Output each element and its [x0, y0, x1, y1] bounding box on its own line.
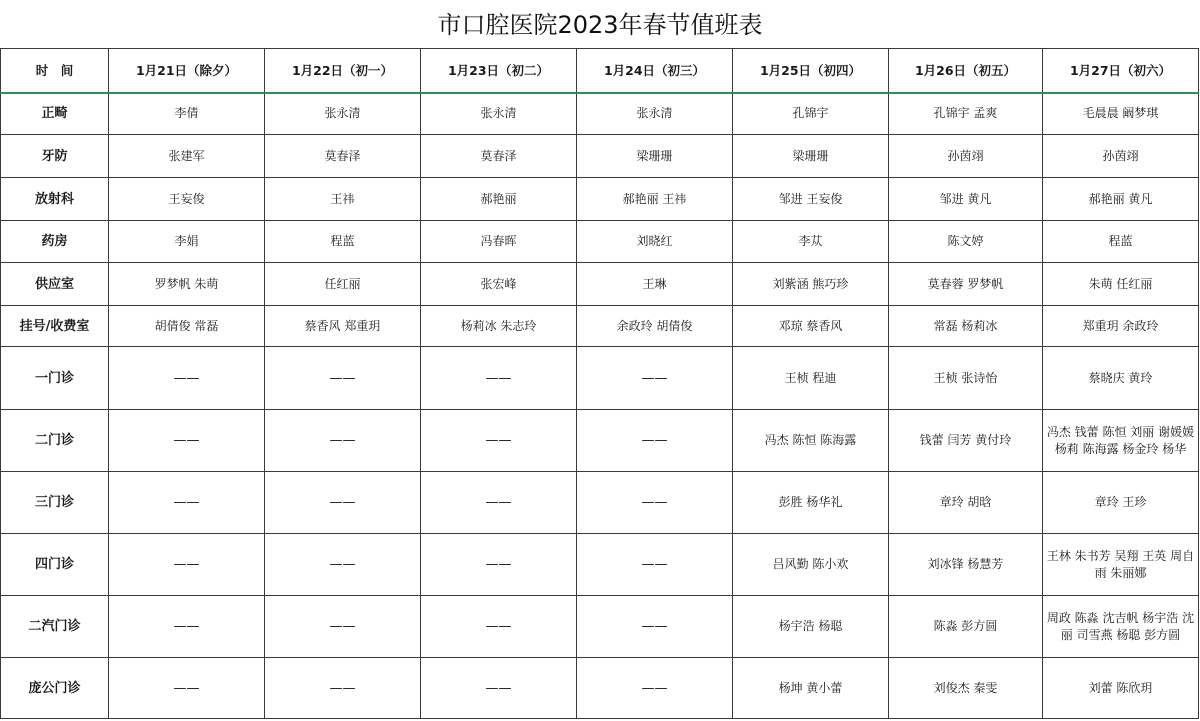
- date-column-header: 1月27日（初六）: [1043, 49, 1199, 93]
- department-label: 庞公门诊: [1, 658, 109, 719]
- duty-cell: 张建军: [109, 135, 265, 178]
- duty-cell: 梁珊珊: [733, 135, 889, 178]
- table-row: [1, 410, 1199, 472]
- duty-cell: 郑重玥 余政玲: [1043, 306, 1199, 347]
- duty-cell: 程蓝: [265, 221, 421, 263]
- duty-cell: 陈淼 彭方圆: [889, 596, 1043, 658]
- duty-cell: 王祎: [265, 178, 421, 221]
- duty-cell: 朱萌 任红丽: [1043, 263, 1199, 306]
- duty-cell: 李娟: [109, 221, 265, 263]
- duty-cell: ——: [577, 534, 733, 596]
- table-row: [1, 534, 1199, 596]
- department-label: 药房: [1, 221, 109, 263]
- duty-cell: ——: [109, 658, 265, 719]
- duty-cell: ——: [265, 534, 421, 596]
- duty-cell: ——: [421, 534, 577, 596]
- table-row: [1, 221, 1199, 263]
- duty-cell: ——: [265, 410, 421, 472]
- duty-cell: 杨坤 黄小蕾: [733, 658, 889, 719]
- duty-cell: ——: [109, 534, 265, 596]
- duty-cell: 冯杰 陈恒 陈海露: [733, 410, 889, 472]
- duty-cell: ——: [577, 596, 733, 658]
- table-row: [1, 658, 1199, 719]
- duty-cell: 冯杰 钱蕾 陈恒 刘丽 谢媛媛 杨莉 陈海露 杨金玲 杨华: [1043, 410, 1199, 472]
- duty-cell: 张永清: [265, 93, 421, 135]
- duty-cell: 杨宇浩 杨聪: [733, 596, 889, 658]
- duty-cell: ——: [421, 596, 577, 658]
- page-title: 市口腔医院2023年春节值班表: [437, 11, 763, 39]
- duty-cell: ——: [421, 410, 577, 472]
- duty-cell: 刘俊杰 秦雯: [889, 658, 1043, 719]
- duty-cell: ——: [577, 347, 733, 410]
- duty-cell: ——: [577, 410, 733, 472]
- duty-cell: 毛晨晨 阚梦琪: [1043, 93, 1199, 135]
- date-column-header: 1月26日（初五）: [889, 49, 1043, 93]
- duty-cell: 彭胜 杨华礼: [733, 472, 889, 534]
- duty-cell: 冯春晖: [421, 221, 577, 263]
- duty-cell: ——: [265, 347, 421, 410]
- duty-cell: 张永清: [421, 93, 577, 135]
- date-column-header: 1月25日（初四）: [733, 49, 889, 93]
- duty-cell: ——: [421, 347, 577, 410]
- duty-cell: 章玲 胡晗: [889, 472, 1043, 534]
- table-row: [1, 93, 1199, 135]
- duty-cell: 张宏峰: [421, 263, 577, 306]
- header-row: [1, 49, 1199, 93]
- duty-cell: 郝艳丽: [421, 178, 577, 221]
- table-row: [1, 596, 1199, 658]
- duty-cell: ——: [265, 596, 421, 658]
- duty-roster-table: [0, 48, 1199, 719]
- date-column-header: 1月21日（除夕）: [109, 49, 265, 93]
- duty-cell: ——: [421, 472, 577, 534]
- department-label: 挂号/收费室: [1, 306, 109, 347]
- duty-cell: 梁珊珊: [577, 135, 733, 178]
- duty-cell: 邹进 黄凡: [889, 178, 1043, 221]
- duty-cell: 刘紫涵 熊巧珍: [733, 263, 889, 306]
- duty-cell: 刘蕾 陈欣玥: [1043, 658, 1199, 719]
- department-label: 正畸: [1, 93, 109, 135]
- duty-cell: ——: [265, 658, 421, 719]
- duty-cell: ——: [109, 410, 265, 472]
- duty-cell: 王桢 张诗怡: [889, 347, 1043, 410]
- duty-cell: 王林 朱书芳 吴翔 王英 周自雨 朱丽娜: [1043, 534, 1199, 596]
- department-label: 四门诊: [1, 534, 109, 596]
- time-column-header: 时 间: [1, 49, 109, 93]
- table-row: [1, 306, 1199, 347]
- date-column-header: 1月22日（初一）: [265, 49, 421, 93]
- duty-cell: 王琳: [577, 263, 733, 306]
- duty-cell: 钱蕾 闫芳 黄付玲: [889, 410, 1043, 472]
- department-label: 二汽门诊: [1, 596, 109, 658]
- duty-cell: 李苁: [733, 221, 889, 263]
- department-label: 放射科: [1, 178, 109, 221]
- table-row: [1, 472, 1199, 534]
- duty-cell: 王妄俊: [109, 178, 265, 221]
- duty-cell: 王桢 程迪: [733, 347, 889, 410]
- duty-cell: 李倩: [109, 93, 265, 135]
- duty-cell: 章玲 王珍: [1043, 472, 1199, 534]
- department-label: 供应室: [1, 263, 109, 306]
- duty-cell: 孙茵翊: [1043, 135, 1199, 178]
- duty-cell: ——: [421, 658, 577, 719]
- duty-cell: ——: [109, 472, 265, 534]
- duty-cell: 蔡晓庆 黄玲: [1043, 347, 1199, 410]
- table-row: [1, 347, 1199, 410]
- duty-cell: 孔锦宇 孟爽: [889, 93, 1043, 135]
- duty-cell: 任红丽: [265, 263, 421, 306]
- date-column-header: 1月24日（初三）: [577, 49, 733, 93]
- duty-cell: 郝艳丽 黄凡: [1043, 178, 1199, 221]
- duty-cell: 刘冰锋 杨慧芳: [889, 534, 1043, 596]
- table-row: [1, 135, 1199, 178]
- duty-cell: 莫春泽: [421, 135, 577, 178]
- duty-cell: 孔锦宇: [733, 93, 889, 135]
- date-column-header: 1月23日（初二）: [421, 49, 577, 93]
- duty-cell: 吕风勤 陈小欢: [733, 534, 889, 596]
- department-label: 一门诊: [1, 347, 109, 410]
- duty-cell: 杨莉冰 朱志玲: [421, 306, 577, 347]
- duty-cell: 孙茵翊: [889, 135, 1043, 178]
- duty-cell: 邹进 王妄俊: [733, 178, 889, 221]
- duty-cell: 程蓝: [1043, 221, 1199, 263]
- department-label: 牙防: [1, 135, 109, 178]
- duty-cell: 郝艳丽 王祎: [577, 178, 733, 221]
- duty-cell: ——: [577, 472, 733, 534]
- duty-cell: 胡倩俊 常磊: [109, 306, 265, 347]
- duty-cell: 罗梦帆 朱萌: [109, 263, 265, 306]
- department-label: 三门诊: [1, 472, 109, 534]
- duty-cell: ——: [109, 596, 265, 658]
- duty-cell: 余政玲 胡倩俊: [577, 306, 733, 347]
- duty-cell: 刘晓红: [577, 221, 733, 263]
- duty-cell: 莫春泽: [265, 135, 421, 178]
- duty-cell: 邓琼 蔡香风: [733, 306, 889, 347]
- duty-cell: 陈文婷: [889, 221, 1043, 263]
- table-row: [1, 263, 1199, 306]
- duty-cell: 常磊 杨莉冰: [889, 306, 1043, 347]
- duty-cell: ——: [265, 472, 421, 534]
- duty-cell: ——: [577, 658, 733, 719]
- duty-cell: 张永清: [577, 93, 733, 135]
- table-row: [1, 178, 1199, 221]
- duty-cell: 周政 陈淼 沈吉帆 杨宇浩 沈丽 司雪燕 杨聪 彭方圆: [1043, 596, 1199, 658]
- department-label: 二门诊: [1, 410, 109, 472]
- duty-cell: 蔡香风 郑重玥: [265, 306, 421, 347]
- duty-cell: 莫春蓉 罗梦帆: [889, 263, 1043, 306]
- duty-cell: ——: [109, 347, 265, 410]
